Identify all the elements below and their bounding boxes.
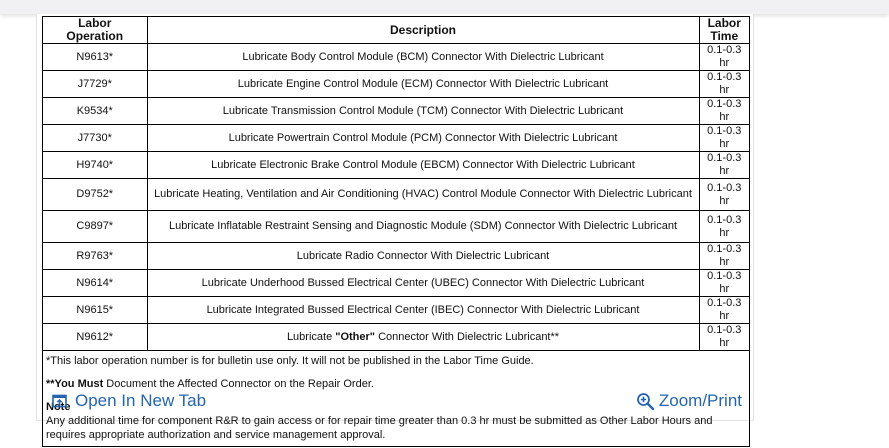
labor-op-cell: N9614*	[43, 270, 147, 297]
open-in-new-tab-link[interactable]	[52, 391, 206, 411]
labor-op-cell: D9752*	[43, 179, 147, 211]
footnote-text: *This labor operation number is for bulletin use only. It will not be published in the Labor Time Guide.	[46, 355, 534, 367]
labor-time-cell: 0.1-0.3 hr	[699, 270, 749, 297]
must-bold: **You Must	[46, 378, 104, 390]
description-cell: Lubricate Radio Connector With Dielectric Lubricant	[147, 243, 699, 270]
desc-suffix: Connector With Dielectric Lubricant**	[375, 330, 560, 343]
labor-op-cell: J7730*	[43, 125, 147, 152]
table-row	[43, 243, 749, 270]
labor-time-cell: 0.1-0.3 hr	[699, 324, 749, 351]
table-row	[43, 211, 749, 243]
description-cell: Lubricate Powertrain Control Module (PCM) Connector With Dielectric Lubricant	[147, 125, 699, 152]
header-labor-operation: Labor Operation	[43, 17, 147, 44]
description-cell: Lubricate Inflatable Restraint Sensing and Diagnostic Module (SDM) Connector With Dielectric Lubricant	[147, 211, 699, 243]
description-cell: Lubricate Heating, Ventilation and Air Conditioning (HVAC) Control Module Connector With Dielectric Lubricant	[147, 179, 699, 211]
description-cell: Lubricate Integrated Bussed Electrical Center (IBEC) Connector With Dielectric Lubricant	[147, 297, 699, 324]
labor-time-cell: 0.1-0.3 hr	[699, 297, 749, 324]
labor-op-cell: N9615*	[43, 297, 147, 324]
open-in-new-tab-label: Open In New Tab	[75, 391, 207, 410]
labor-op-cell: K9534*	[43, 98, 147, 125]
labor-time-cell: 0.1-0.3 hr	[699, 179, 749, 211]
magnifier-plus-icon	[636, 392, 655, 411]
labor-op-cell: H9740*	[43, 152, 147, 179]
description-cell: Lubricate Engine Control Module (ECM) Connector With Dielectric Lubricant	[147, 71, 699, 98]
labor-op-cell: C9897*	[43, 211, 147, 243]
labor-time-cell: 0.1-0.3 hr	[699, 152, 749, 179]
description-cell: Lubricate Underhood Bussed Electrical Center (UBEC) Connector With Dielectric Lubricant	[147, 270, 699, 297]
labor-table	[43, 17, 749, 351]
document-footer	[36, 388, 752, 420]
labor-time-cell: 0.1-0.3 hr	[699, 211, 749, 243]
desc-prefix: Lubricate	[286, 330, 336, 343]
open-new-tab-icon	[52, 394, 67, 408]
table-row	[43, 98, 749, 125]
table-row	[43, 179, 749, 211]
table-row	[43, 297, 749, 324]
header-labor-time: Labor Time	[699, 17, 749, 44]
description-cell: Lubricate Transmission Control Module (TCM) Connector With Dielectric Lubricant	[147, 98, 699, 125]
description-cell: Lubricate Electronic Brake Control Module (EBCM) Connector With Dielectric Lubricant	[147, 152, 699, 179]
labor-time-cell: 0.1-0.3 hr	[699, 243, 749, 270]
labor-op-cell: N9612*	[43, 324, 147, 351]
labor-op-cell: R9763*	[43, 243, 147, 270]
table-row	[43, 71, 749, 98]
description-cell: Lubricate Body Control Module (BCM) Connector With Dielectric Lubricant	[147, 44, 699, 71]
labor-time-cell: 0.1-0.3 hr	[699, 71, 749, 98]
must-rest: Document the Affected Connector on the Repair Order.	[103, 378, 374, 390]
description-cell	[147, 324, 699, 351]
note-text: Any additional time for component R&R to gain access or for repair time greater than 0.3 hr must be submitted as Other Labor Hours and requires appropriate authorization and service management approval.	[46, 415, 713, 441]
zoom-print-label: Zoom/Print	[658, 391, 742, 410]
header-description: Description	[147, 17, 699, 44]
table-row	[43, 125, 749, 152]
labor-op-cell: J7729*	[43, 71, 147, 98]
labor-time-cell: 0.1-0.3 hr	[699, 125, 749, 152]
labor-op-cell: N9613*	[43, 44, 147, 71]
table-row	[43, 270, 749, 297]
table-row	[43, 324, 749, 351]
labor-time-cell: 0.1-0.3 hr	[699, 98, 749, 125]
desc-other-bold: "Other"	[335, 330, 376, 343]
table-row	[43, 44, 749, 71]
note-heading-label: Note	[46, 401, 71, 413]
labor-time-cell: 0.1-0.3 hr	[699, 44, 749, 71]
table-row	[43, 152, 749, 179]
table-header-row	[43, 17, 749, 44]
zoom-print-link[interactable]	[636, 391, 742, 411]
bulletin-document	[42, 16, 750, 447]
top-toolbar-shadow	[0, 0, 889, 14]
